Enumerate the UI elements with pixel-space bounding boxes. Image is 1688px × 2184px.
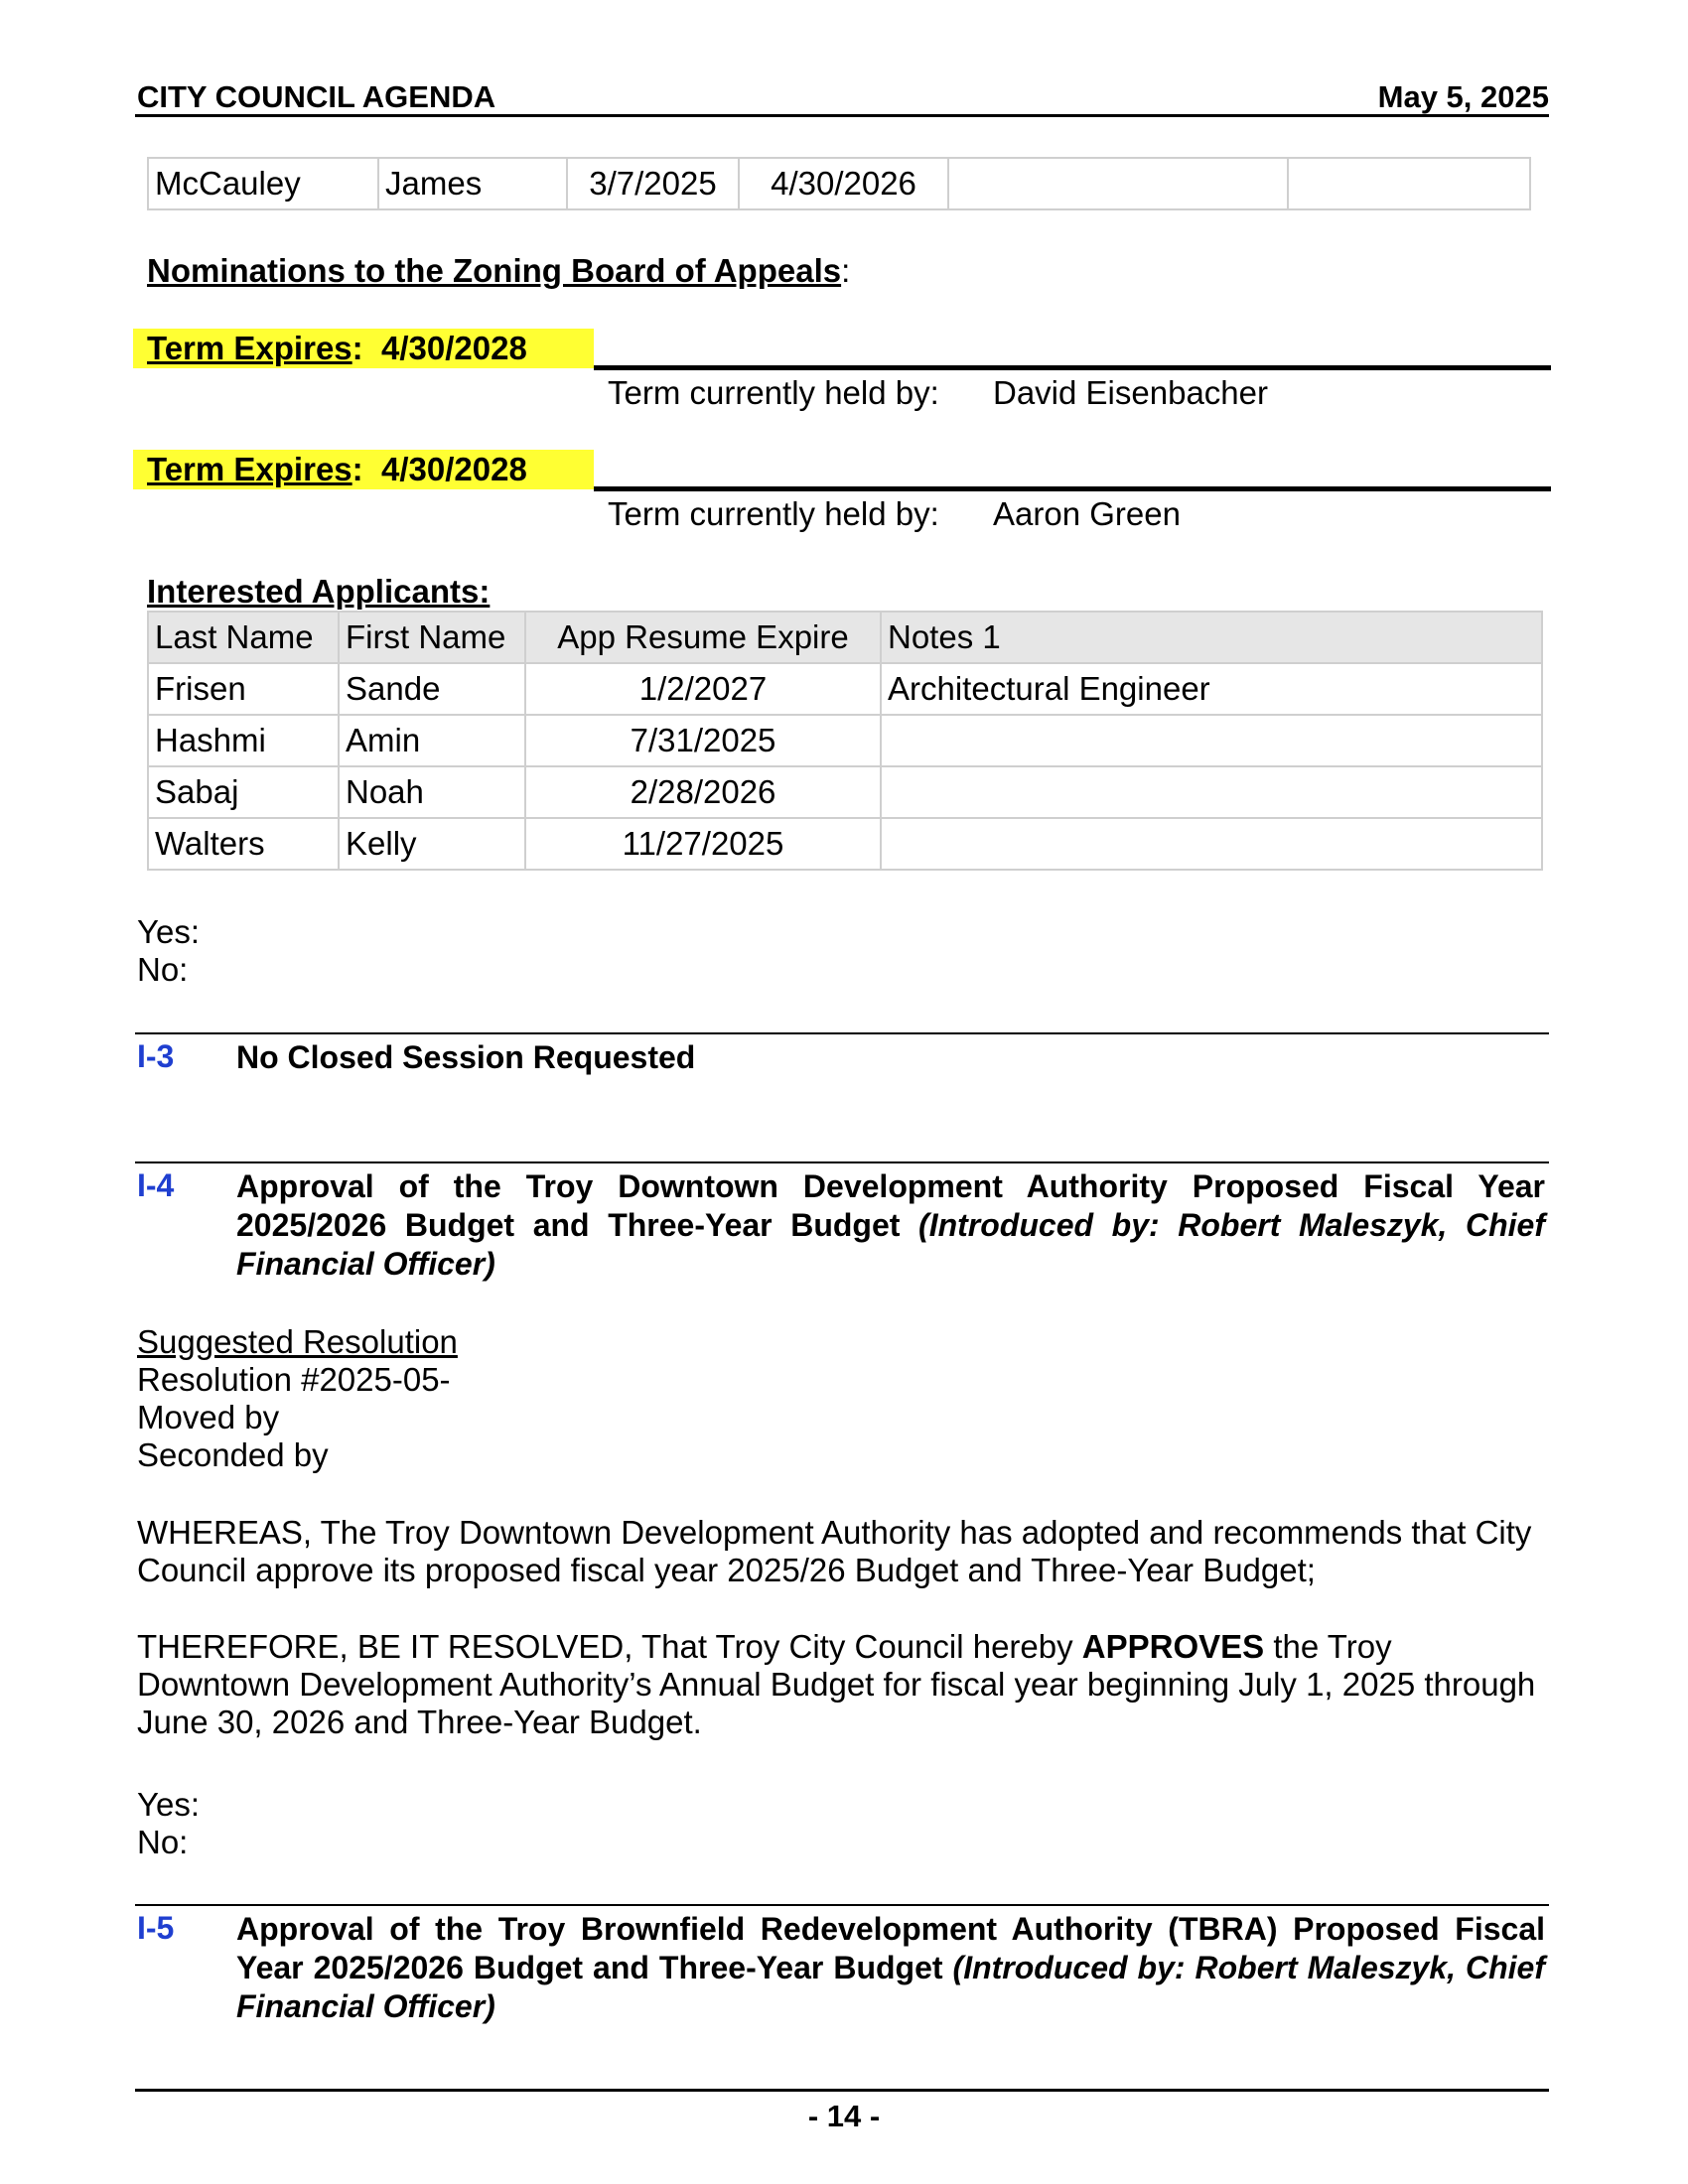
therefore-approves: APPROVES xyxy=(1081,1628,1265,1665)
suggested-resolution-heading: Suggested Resolution xyxy=(137,1323,458,1360)
agenda-date: May 5, 2025 xyxy=(1377,79,1549,114)
term-held-by: David Eisenbacher xyxy=(993,374,1268,411)
table-cell: James xyxy=(378,158,567,209)
whereas-clause: WHEREAS, The Troy Downtown Development Authority has adopted and recommends that City Council approve its proposed fiscal year 2025/26 Budget and Three-Year Budget; xyxy=(137,1514,1532,1588)
column-header: Last Name xyxy=(148,612,339,663)
section-divider xyxy=(135,1032,1549,1034)
table-cell: Hashmi xyxy=(148,715,339,766)
item-introducer: (Introduced by: Robert Maleszyk, Chief Financial Officer) xyxy=(236,1950,1546,2024)
continued-appointment-table xyxy=(147,157,1531,210)
table-row xyxy=(148,818,1542,870)
table-cell: Frisen xyxy=(148,663,339,715)
therefore-clause xyxy=(137,1628,1537,1741)
item-number: I-4 xyxy=(137,1167,175,1203)
item-number: I-5 xyxy=(137,1910,175,1946)
vote-yes-label: Yes: xyxy=(137,913,201,950)
zba-heading xyxy=(147,252,850,290)
term-expires-date: 4/30/2028 xyxy=(380,330,527,366)
item-title-text: Approval of the Troy Brownfield Redevelopment Authority (TBRA) Proposed Fiscal Year 2025/2026 Budget and Three-Year Budget xyxy=(236,1911,1545,1985)
table-cell: Sande xyxy=(339,663,525,715)
item-title-text: Approval of the Troy Downtown Development Authority Proposed Fiscal Year 2025/2026 Budget and Three-Year Budget xyxy=(236,1168,1545,1243)
resolution-block xyxy=(137,1323,1557,1474)
table-cell: 11/27/2025 xyxy=(525,818,881,870)
table-cell xyxy=(1288,158,1530,209)
resolution-number: Resolution #2025-05- xyxy=(137,1361,451,1398)
term-expires-sep: : xyxy=(352,451,381,487)
vote-yes-label: Yes: xyxy=(137,1786,201,1823)
table-cell: 2/28/2026 xyxy=(525,766,881,818)
column-header: Notes 1 xyxy=(881,612,1542,663)
section-divider xyxy=(135,1161,1549,1163)
table-cell: Sabaj xyxy=(148,766,339,818)
table-cell: Kelly xyxy=(339,818,525,870)
table-cell: 1/2/2027 xyxy=(525,663,881,715)
table-cell: Amin xyxy=(339,715,525,766)
term-expires-2 xyxy=(147,451,527,488)
table-cell: Architectural Engineer xyxy=(881,663,1542,715)
table-row xyxy=(148,766,1542,818)
footer-divider xyxy=(135,2089,1549,2092)
nominee-signature-line xyxy=(594,365,1551,370)
page-number: - 14 - xyxy=(807,2099,881,2133)
table-cell: Walters xyxy=(148,818,339,870)
term-held-label: Term currently held by: xyxy=(608,374,939,411)
applicants-heading: Interested Applicants: xyxy=(147,573,491,610)
vote-no-label: No: xyxy=(137,951,189,988)
item-introducer: (Introduced by: Robert Maleszyk, Chief Financial Officer) xyxy=(236,1207,1546,1282)
item-title xyxy=(236,1910,1545,2026)
agenda-title: CITY COUNCIL AGENDA xyxy=(137,79,496,114)
term-expires-date: 4/30/2028 xyxy=(380,451,527,487)
term-expires-label: Term Expires xyxy=(147,330,352,366)
item-title: No Closed Session Requested xyxy=(236,1039,696,1075)
item-number: I-3 xyxy=(137,1038,175,1074)
nominee-signature-line xyxy=(594,486,1551,491)
table-row xyxy=(148,158,1530,209)
term-expires-sep: : xyxy=(352,330,381,366)
column-header: First Name xyxy=(339,612,525,663)
term-held-by: Aaron Green xyxy=(993,495,1181,532)
applicants-table xyxy=(147,611,1543,871)
therefore-text: the Troy Downtown Development Authority’s Annual Budget for fiscal year beginning July 1, 2025 through June 30, 2026 and Three-Year Budget. xyxy=(137,1628,1536,1740)
header-divider xyxy=(135,114,1549,117)
table-cell: Noah xyxy=(339,766,525,818)
column-header: App Resume Expire xyxy=(525,612,881,663)
term-expires-label: Term Expires xyxy=(147,451,352,487)
moved-by: Moved by xyxy=(137,1399,280,1435)
table-cell: 7/31/2025 xyxy=(525,715,881,766)
zba-heading-colon: : xyxy=(841,252,851,289)
table-cell xyxy=(881,715,1542,766)
term-expires-1 xyxy=(147,330,527,367)
zba-heading-text: Nominations to the Zoning Board of Appeals xyxy=(147,252,842,289)
table-row xyxy=(148,663,1542,715)
table-cell: 3/7/2025 xyxy=(567,158,739,209)
table-cell: 4/30/2026 xyxy=(739,158,948,209)
section-divider xyxy=(135,1904,1549,1906)
table-cell xyxy=(881,766,1542,818)
table-cell xyxy=(948,158,1288,209)
table-header-row xyxy=(148,612,1542,663)
table-cell xyxy=(881,818,1542,870)
vote-no-label: No: xyxy=(137,1824,189,1860)
table-row xyxy=(148,715,1542,766)
seconded-by: Seconded by xyxy=(137,1436,329,1473)
therefore-text: THEREFORE, BE IT RESOLVED, That Troy City Council hereby xyxy=(137,1628,1082,1665)
item-title xyxy=(236,1167,1545,1284)
term-held-label: Term currently held by: xyxy=(608,495,939,532)
table-cell: McCauley xyxy=(148,158,378,209)
